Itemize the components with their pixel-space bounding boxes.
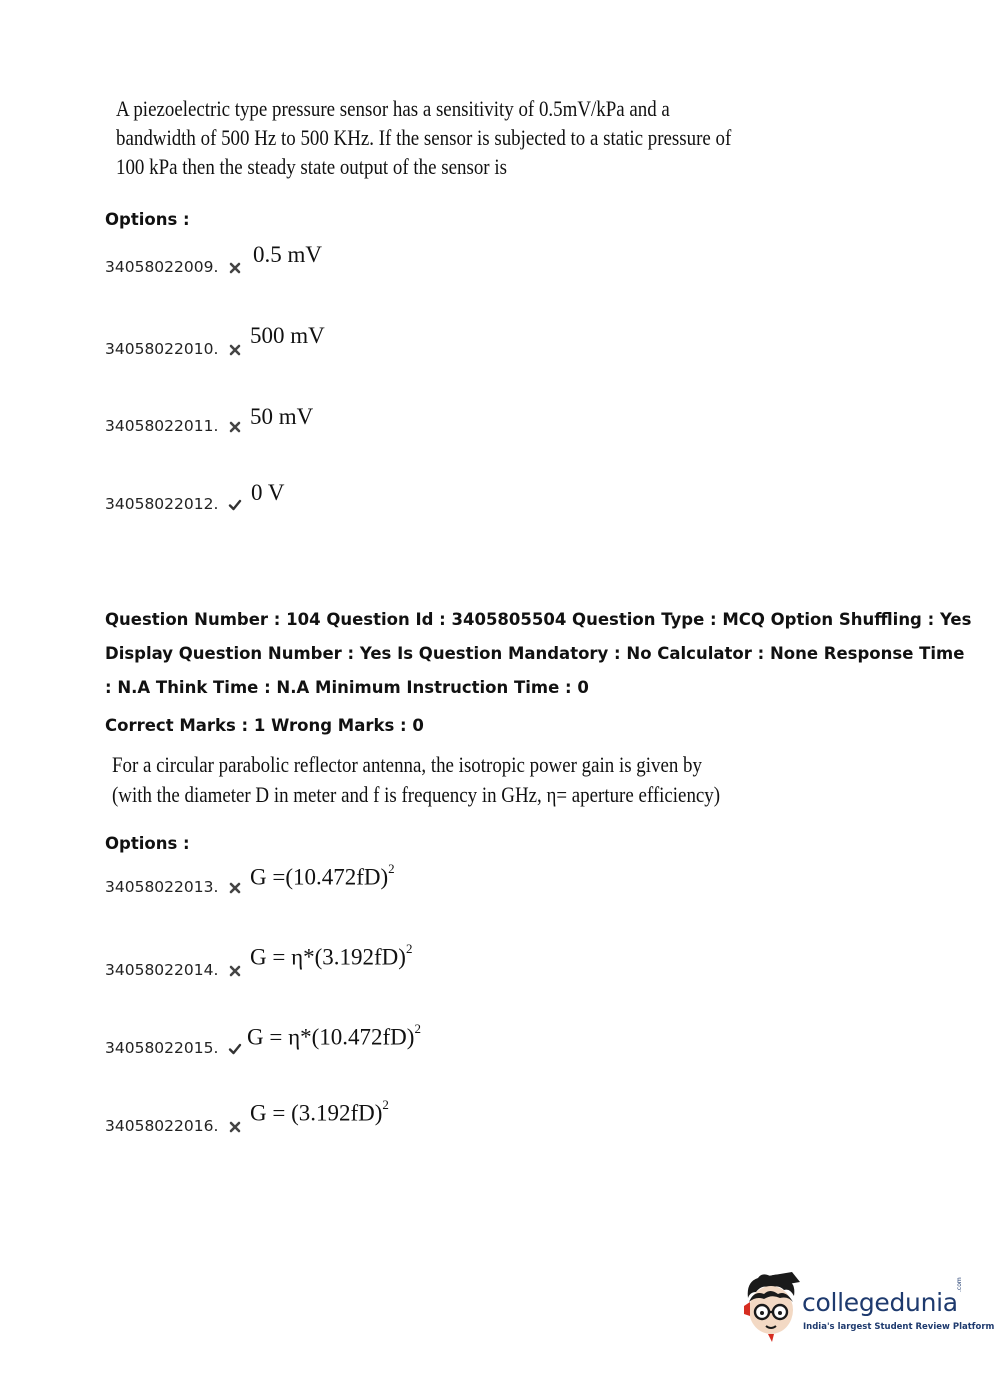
formula-text: G =(10.472fD) (250, 864, 389, 890)
formula-exponent: 2 (405, 941, 413, 956)
formula-exponent: 2 (382, 1097, 389, 1112)
marks-line: Correct Marks : 1 Wrong Marks : 0 (105, 716, 424, 735)
option-value (250, 941, 413, 971)
formula-text: G = η*(10.472fD) (247, 1024, 415, 1050)
formula-exponent: 2 (414, 1021, 421, 1036)
option-row (105, 877, 242, 896)
question-meta-line: Display Question Number : Yes Is Question Mandatory : No Calculator : None Response Time (105, 644, 965, 663)
formula-text: G = (3.192fD) (250, 1100, 383, 1126)
logo-suffix: .com (956, 1277, 963, 1292)
cross-icon (228, 343, 242, 357)
option-value: 500 mV (250, 323, 325, 348)
option-value (247, 1021, 421, 1051)
logo-tagline: India's largest Student Review Platform (803, 1322, 995, 1332)
question-line: For a circular parabolic reflector antenna, the isotropic power gain is given by (112, 752, 702, 777)
option-row (105, 339, 242, 358)
formula-text: G = η*(3.192fD) (250, 944, 406, 970)
option-value (250, 861, 395, 891)
option-row (105, 1038, 242, 1057)
options-label: Options : (105, 834, 190, 853)
formula-exponent: 2 (388, 861, 395, 876)
check-icon (228, 1042, 242, 1056)
option-id: 34058022015. (105, 1039, 219, 1057)
option-row (105, 1116, 242, 1135)
collegedunia-logo (740, 1272, 995, 1344)
option-row (105, 416, 242, 435)
option-value (250, 1097, 389, 1127)
question-line: 100 kPa then the steady state output of the sensor is (116, 154, 507, 179)
cross-icon (228, 1120, 242, 1134)
option-id: 34058022010. (105, 340, 219, 358)
option-id: 34058022009. (105, 258, 219, 276)
question-line: bandwidth of 500 Hz to 500 KHz. If the sensor is subjected to a static pressure of (116, 125, 732, 150)
option-id: 34058022016. (105, 1117, 219, 1135)
question-meta-line: : N.A Think Time : N.A Minimum Instruction Time : 0 (105, 678, 589, 697)
question-line: (with the diameter D in meter and f is frequency in GHz, η= aperture efficiency) (112, 782, 721, 807)
option-value: 0 V (251, 480, 285, 505)
options-label: Options : (105, 210, 190, 229)
option-value: 50 mV (250, 404, 314, 429)
check-icon (228, 498, 242, 512)
option-id: 34058022014. (105, 961, 219, 979)
mascot-icon (740, 1272, 802, 1344)
option-row (105, 494, 242, 513)
cross-icon (228, 261, 242, 275)
option-id: 34058022012. (105, 495, 219, 513)
option-id: 34058022013. (105, 878, 219, 896)
logo-wordmark: collegedunia (802, 1288, 958, 1317)
option-value: 0.5 mV (253, 242, 322, 267)
question-line: A piezoelectric type pressure sensor has a sensitivity of 0.5mV/kPa and a (116, 96, 670, 121)
option-row (105, 960, 242, 979)
question-meta-line: Question Number : 104 Question Id : 3405805504 Question Type : MCQ Option Shuffling : Yes (105, 610, 972, 629)
cross-icon (228, 420, 242, 434)
option-row (105, 257, 242, 276)
cross-icon (228, 964, 242, 978)
option-id: 34058022011. (105, 417, 219, 435)
cross-icon (228, 881, 242, 895)
